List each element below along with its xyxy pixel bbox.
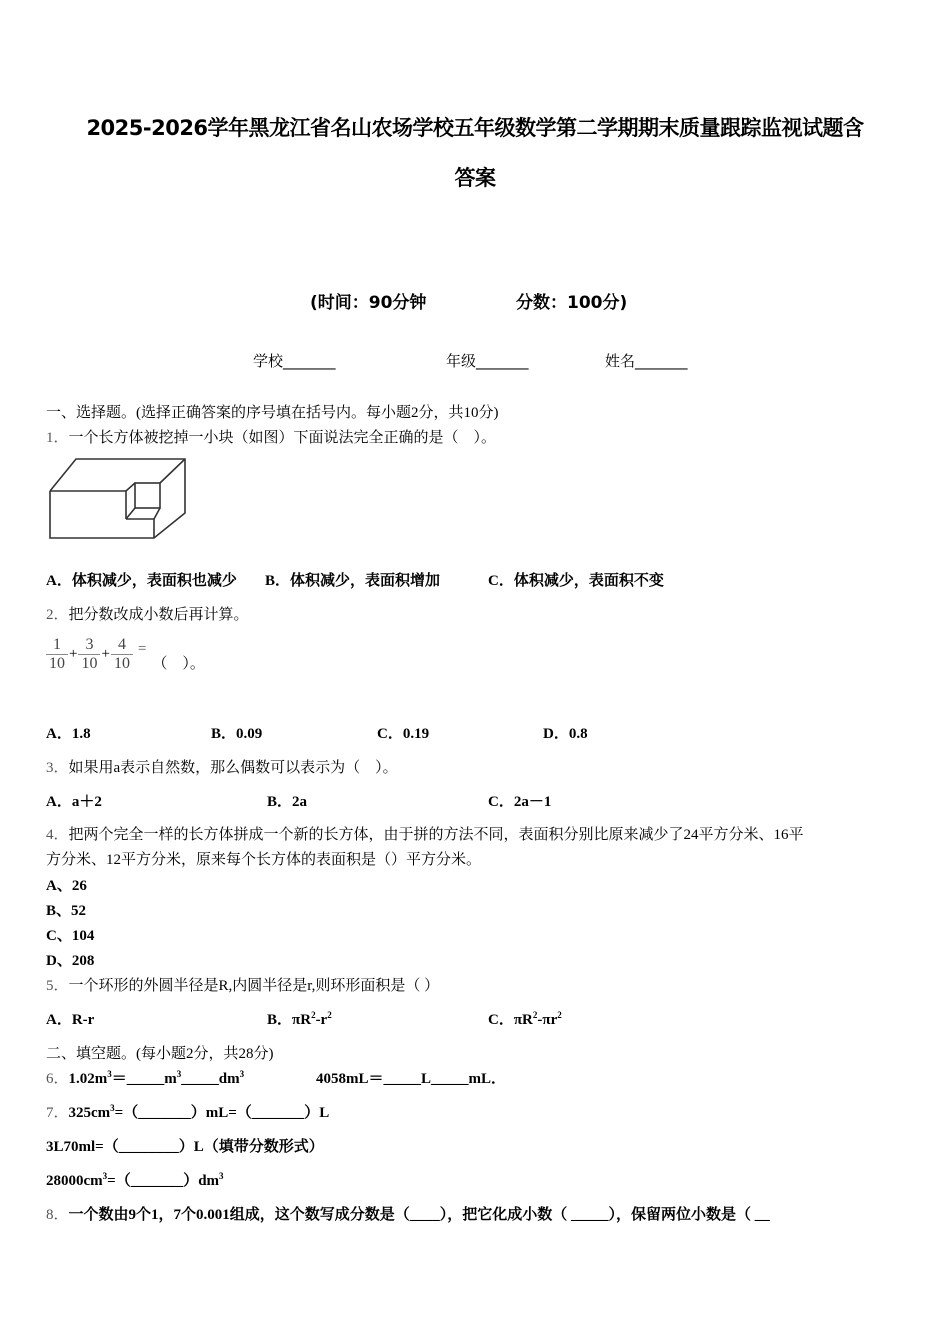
question-number: 2．: [46, 607, 69, 623]
question-7-line2: 3L70ml=（________）L（填带分数形式）: [46, 1139, 324, 1155]
question-text: 把分数改成小数后再计算。: [68, 607, 249, 623]
question-number: 4．: [46, 827, 69, 843]
question-5: [46, 974, 439, 995]
q3-option-a: A．a＋2: [46, 794, 102, 810]
q3-option-b: B．2a: [267, 794, 308, 810]
section1-heading: 一、选择题。(选择正确答案的序号填在括号内。每小题2分，共10分): [46, 405, 499, 421]
question-2: [46, 603, 249, 624]
q4-option-a: A、26: [46, 878, 87, 894]
exam-score: 分数：100分): [516, 293, 628, 313]
question-7: 7．$325cm^3=(\_\_\_\_\_\_\_)mL=(\_\_\_\_\_\_\_)L$: [46, 1103, 330, 1121]
question-text: 一个环形的外圆半径是R,内圆半径是r,则环形面积是（ ）: [68, 978, 440, 994]
question-number: 8．: [46, 1207, 69, 1223]
question-number: 5．: [46, 978, 69, 994]
grade-field: 年级_______: [446, 352, 529, 370]
question-text: 一个长方体被挖掉一小块（如图）下面说法完全正确的是（ ）。: [68, 430, 497, 446]
answer-blank: _____dm: [181, 1071, 240, 1087]
q2-option-a: A．1.8: [46, 726, 91, 742]
answer-blank: =（_______）mL=（_______）L: [114, 1105, 330, 1121]
question-number: 7．: [46, 1105, 69, 1121]
q1-option-c: C．体积减少，表面积不变: [488, 573, 664, 589]
question-4-line2: 方分米、12平方分米，原来每个长方体的表面积是（）平方分米。: [46, 852, 482, 868]
q3-option-c: C．2a－1: [488, 794, 552, 810]
question-text: 如果用a表示自然数，那么偶数可以表示为（ ）。: [68, 760, 398, 776]
question-3: [46, 756, 398, 777]
fraction-2: $\frac{3}{10}$: [78, 636, 100, 673]
question-text: 一个数由9个1，7个0.001组成，这个数写成分数是（____），把它化成小数（ _____），保留两位小数是（ __: [68, 1207, 770, 1223]
exam-time: (时间：90分钟: [310, 293, 427, 313]
question-6-part-b: 4058mL＝_____L_____mL．: [316, 1071, 507, 1087]
name-field: 姓名_______: [605, 352, 688, 370]
question-1: [46, 426, 496, 447]
question-number: 3．: [46, 760, 69, 776]
q5-option-c: C．$\pi R^2-\pi r^2$: [488, 1010, 562, 1028]
question-number: 6．: [46, 1071, 69, 1087]
fraction-1: $\frac{1}{10}$: [46, 636, 68, 673]
question-text-line1: 把两个完全一样的长方体拼成一个新的长方体，由于拼的方法不同，表面积分别比原来减少了24平方分米、16平: [68, 827, 804, 843]
answer-blank: =（_______）dm: [107, 1173, 220, 1189]
q2-option-c: C．0.19: [377, 726, 430, 742]
q4-option-d: D、208: [46, 953, 95, 969]
question-8: [46, 1203, 770, 1224]
q1-option-b: B．体积减少，表面积增加: [265, 573, 441, 589]
q2-option-d: D．0.8: [543, 726, 588, 742]
fraction-3: $\frac{4}{10}$: [111, 636, 133, 673]
question-number: 1．: [46, 430, 69, 446]
q2-option-b: B．0.09: [211, 726, 263, 742]
cuboid-figure-icon: [48, 457, 188, 541]
question-6: 6．$1.02m^3=\_\_\_\_\_m^3\_\_\_\_\_dm^3$: [46, 1069, 245, 1087]
section2-heading: 二、填空题。(每小题2分，共28分): [46, 1046, 274, 1062]
q1-option-a: A．体积减少，表面积也减少: [46, 573, 237, 589]
q5-option-b: B．$\pi R^2-r^2$: [267, 1010, 332, 1028]
school-field: 学校_______: [253, 352, 336, 370]
answer-blank: （ ）。: [152, 656, 205, 672]
document-title-line1: 2025-2026学年黑龙江省名山农场学校五年级数学第二学期期末质量跟踪监视试题含: [86, 116, 864, 140]
q5-option-a: A．R-r: [46, 1012, 95, 1028]
q4-option-b: B、52: [46, 903, 87, 919]
fraction-expression: $\frac{1}{10}$ + $\frac{3}{10}$ + $\frac{4}{10}$ = （ ）。: [46, 636, 206, 673]
answer-blank: ＝_____m: [111, 1071, 177, 1087]
question-4: [46, 823, 804, 844]
document-title-line2: 答案: [454, 166, 496, 190]
question-7-line3: $28000cm^3=(\_\_\_\_\_\_\_)dm^3$: [46, 1171, 224, 1189]
q4-option-c: C、104: [46, 928, 95, 944]
